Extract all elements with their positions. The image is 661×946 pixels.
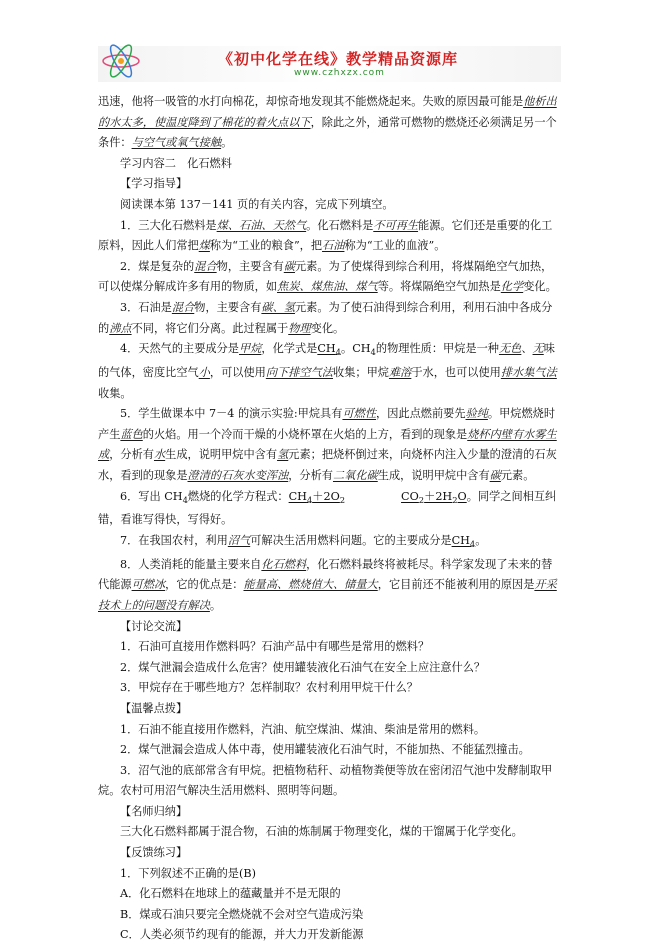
answer: 与空气或氧气接触 [131,136,222,150]
question-5: 5．学生做课本中 7－4 的演示实验:甲烷具有可燃性，因此点燃前要先验纯。甲烷燃烧时产生蓝色的火焰。用一个冷而干燥的小烧杯罩在火焰的上方，看到的现象是烧杯内壁有水雾生成，分析有水生成，说明甲烷中含有氢元素；把烧杯倒过来，向烧杯内注入少量的澄清的石灰水，看到的现象是澄清的石灰水变浑浊，分析有二氧化碳生成，说明甲烷中含有碳元素。 [98,407,557,482]
question-1: 1．三大化石燃料是煤、石油、天然气。化石燃料是不可再生能源。它们还是重要的化工原料，因此人们常把煤称为“工业的粮食”，把石油称为“工业的血液”。 [98,218,553,253]
intro-text: 阅读课本第 137－141 页的有关内容，完成下列填空。 [120,197,394,211]
list-item: 2．煤气泄漏会造成什么危害？使用罐装液化石油气在安全上应注意什么？ [120,660,486,674]
paragraph-fire-experiment: 迅速，他将一吸管的水打向棉花，却惊奇地发现其不能燃烧起来。失败的原因最可能是他析出的水太多，使温度降到了棉花的着火点以下，除此之外，通常可燃物的燃烧还必须满足另一个条件：与空气或氧气接触。 [98,95,557,150]
option-c: C．人类必须节约现有的能源，并大力开发新能源 [120,928,364,942]
option-b: B．煤或石油只要完全燃烧就不会对空气造成污染 [120,907,364,921]
feedback-question: 1．下列叙述不正确的是(B) [120,866,256,880]
header-banner [98,46,561,82]
question-2: 2．煤是复杂的混合物，主要含有碳元素。为了使煤得到综合利用，将煤隔绝空气加热，可以使煤分解成许多有用的物质，如焦炭、煤焦油、煤气等。将煤隔绝空气加热是化学变化。 [98,259,557,294]
section-label-summary: 【名师归纳】 [120,804,188,818]
list-item: 1．石油可直接用作燃料吗？石油产品中有哪些是常用的燃料？ [120,640,430,654]
question-4: 4．天然气的主要成分是甲烷，化学式是$CH_4$。$CH_4$的物理性质：甲烷是一种无色、无味的气体，密度比空气小，可以使用向下排空气法收集；甲烷难溶于水，也可以使用排水集气法收集。 [98,342,557,400]
question-8: 8．人类消耗的能量主要来自化石燃料，化石燃料最终将被耗尽。科学家发现了未来的替代能源可燃冰，它的优点是：能量高、燃烧值大、储量大，它目前还不能被利用的原因是开采技术上的问题没有解决。 [98,557,557,612]
section-label-feedback: 【反馈练习】 [120,846,188,860]
atom-logo-icon [100,40,142,82]
list-item: 3．甲烷存在于哪些地方？怎样制取？农村利用甲烷干什么？ [120,681,418,695]
question-3: 3．石油是混合物，主要含有碳、氢元素。为了使石油得到综合利用，利用石油中各成分的沸点不同，将它们分离。此过程属于物理变化。 [98,300,553,335]
list-item: 2．煤气泄漏会造成人体中毒，使用罐装液化石油气时，不能加热、不能猛烈撞击。 [120,743,530,757]
section-label-tips: 【温馨点拨】 [120,701,188,715]
section-title: 学习内容二 化石燃料 [120,156,232,170]
option-a: A．化石燃料在地球上的蕴藏量并不是无限的 [120,887,341,901]
answer: 他析出的水太多，使温度降到了棉花的着火点以下 [98,95,557,129]
header-url: www.czhxzx.com [294,68,385,78]
section-label-guide: 【学习指导】 [120,177,188,191]
list-item: 1．石油不能直接用作燃料，汽油、航空煤油、煤油、柴油是常用的燃料。 [120,722,486,736]
document-body [98,92,563,946]
section-label-discuss: 【讨论交流】 [120,619,188,633]
list-item: 3．沼气池的底部常含有甲烷。把植物秸秆、动植物粪便等放在密闭沼气池中发酵制取甲烷。农村可用沼气解决生活用燃料、照明等问题。 [98,763,553,798]
header-title: 《初中化学在线》教学精品资源库 [218,50,459,68]
question-6: 6．写出 $CH_4$燃烧的化学方程式：$CH_4+2O_2$ $CO_2+2H_2O$。同学之间相互纠错，看谁写得快，写得好。 [98,489,557,527]
summary-text: 三大化石燃料都属于混合物，石油的炼制属于物理变化，煤的干馏属于化学变化。 [120,825,523,839]
question-7: 7．在我国农村，利用沼气可解决生活用燃料问题。它的主要成分是$CH_4$。 [120,533,487,550]
